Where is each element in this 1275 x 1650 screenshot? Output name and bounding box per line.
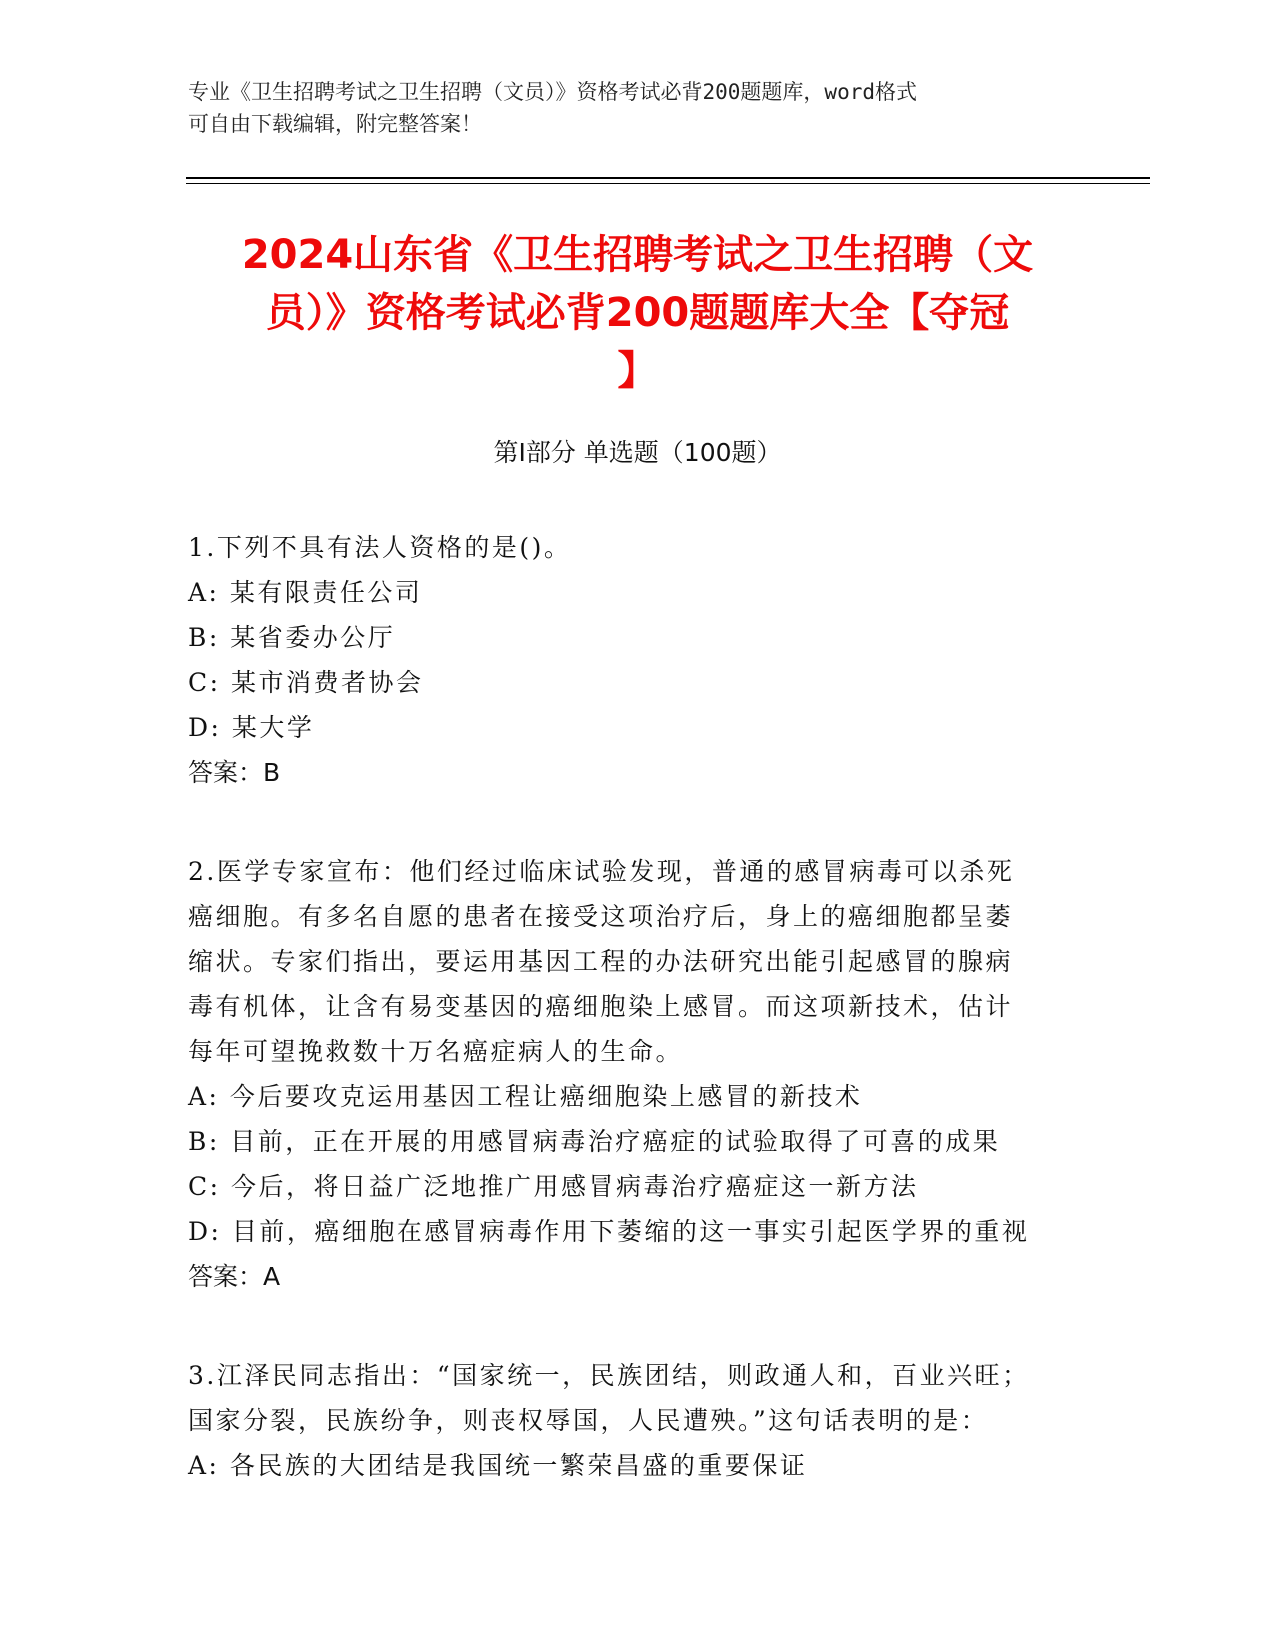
option-c: C: 某市消费者协会 bbox=[188, 668, 424, 697]
option-b: B: 某省委办公厅 bbox=[188, 623, 396, 652]
stem-line: 毒有机体，让含有易变基因的癌细胞染上感冒。而这项新技术，估计 bbox=[188, 992, 1014, 1021]
option-a: A: 今后要攻克运用基因工程让癌细胞染上感冒的新技术 bbox=[188, 1082, 863, 1111]
question-1 bbox=[188, 525, 1088, 795]
question-stem bbox=[188, 849, 1088, 1074]
header-note-line: 可自由下载编辑，附完整答案！ bbox=[188, 112, 482, 136]
header-rule-thick bbox=[186, 177, 1150, 179]
stem-line: 缩状。专家们指出，要运用基因工程的办法研究出能引起感冒的腺病 bbox=[188, 947, 1014, 976]
header-note bbox=[188, 76, 1068, 140]
stem-line: 1.下列不具有法人资格的是()。 bbox=[188, 533, 572, 562]
question-3 bbox=[188, 1353, 1088, 1488]
title-line: 2024山东省《卫生招聘考试之卫生招聘（文 bbox=[241, 232, 1034, 278]
title-line: 】 bbox=[617, 348, 658, 394]
stem-line: 每年可望挽救数十万名癌症病人的生命。 bbox=[188, 1037, 684, 1066]
stem-line: 2.医学专家宣布：他们经过临床试验发现，普通的感冒病毒可以杀死 bbox=[188, 857, 1015, 886]
option-b: B: 目前，正在开展的用感冒病毒治疗癌症的试验取得了可喜的成果 bbox=[188, 1127, 1001, 1156]
question-stem bbox=[188, 525, 1088, 570]
question-stem bbox=[188, 1353, 1088, 1443]
stem-line: 3.江泽民同志指出：“国家统一，民族团结，则政通人和，百业兴旺； bbox=[188, 1361, 1030, 1390]
header-rule-thin bbox=[186, 183, 1150, 184]
option-d: D: 目前，癌细胞在感冒病毒作用下萎缩的这一事实引起医学界的重视 bbox=[188, 1217, 1030, 1246]
option-d: D: 某大学 bbox=[188, 713, 315, 742]
answer: 答案：B bbox=[188, 758, 281, 787]
title-line: 员）》资格考试必背200题题库大全【夺冠 bbox=[265, 290, 1010, 336]
section-heading: 第Ⅰ部分 单选题（100题） bbox=[493, 438, 782, 467]
option-c: C: 今后，将日益广泛地推广用感冒病毒治疗癌症这一新方法 bbox=[188, 1172, 919, 1201]
stem-line: 癌细胞。有多名自愿的患者在接受这项治疗后，身上的癌细胞都呈萎 bbox=[188, 902, 1014, 931]
header-note-line: 专业《卫生招聘考试之卫生招聘（文员）》资格考试必背200题题库，word格式 bbox=[188, 80, 917, 104]
question-2 bbox=[188, 849, 1088, 1299]
document-title bbox=[160, 226, 1115, 400]
option-a: A: 某有限责任公司 bbox=[188, 578, 423, 607]
answer: 答案：A bbox=[188, 1262, 281, 1291]
option-a: A: 各民族的大团结是我国统一繁荣昌盛的重要保证 bbox=[188, 1451, 808, 1480]
question-list bbox=[188, 525, 1088, 1542]
stem-line: 国家分裂，民族纷争，则丧权辱国，人民遭殃。”这句话表明的是： bbox=[188, 1406, 989, 1435]
